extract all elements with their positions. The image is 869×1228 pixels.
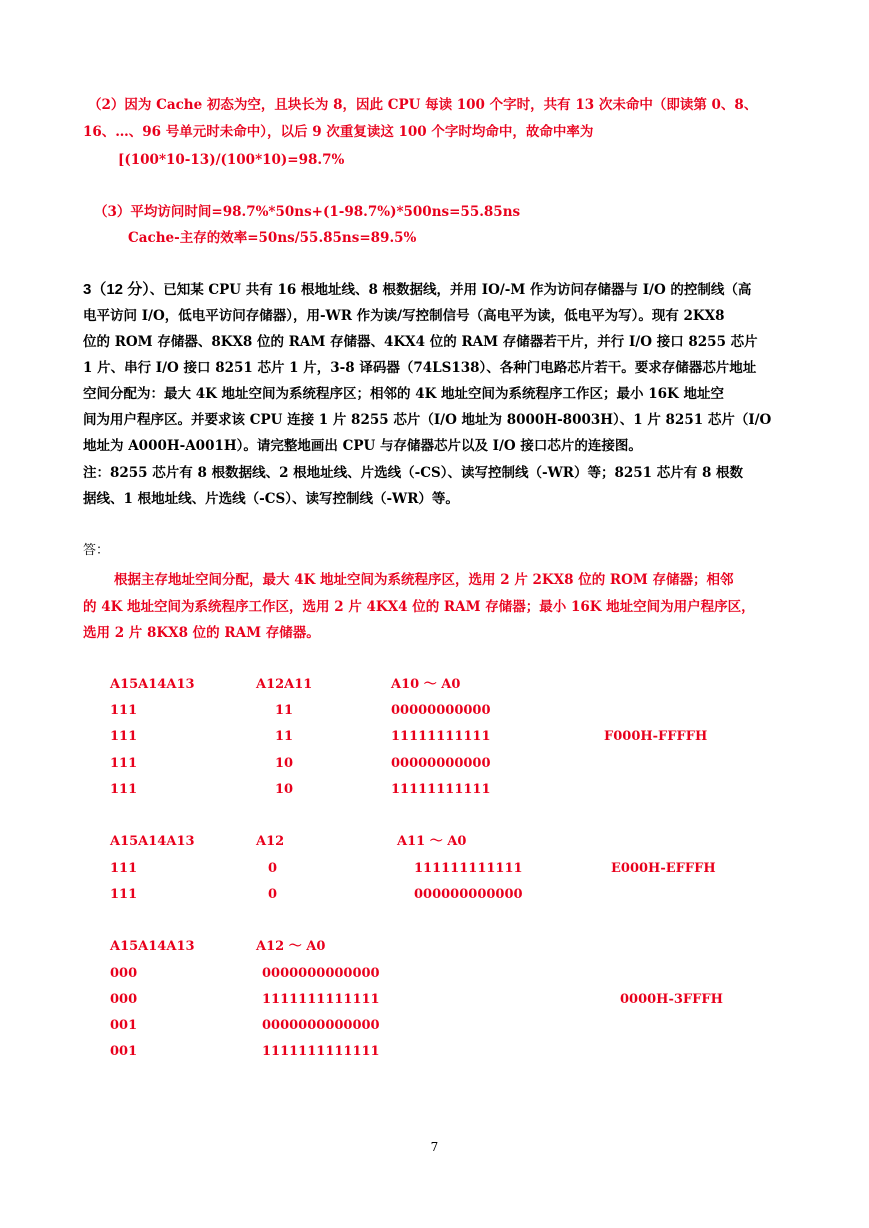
table-cell: 00000000000 <box>391 756 491 771</box>
table-cell: 000000000000 <box>414 887 523 902</box>
answer-label: 答： <box>83 543 110 558</box>
table-cell: 1111111111111 <box>262 1044 380 1059</box>
table-cell: 001 <box>110 1018 138 1033</box>
table3-header-a15-a13: A15A14A13 <box>110 939 195 954</box>
table-cell: 111 <box>110 756 138 771</box>
table3-header-a12-a0: A12 ～ A0 <box>256 939 326 954</box>
question3-line-1: 3（12 分）、已知某 CPU 共有 16 根地址线、8 根数据线，并用 IO/-M 作为访问存储器与 I/O 的控制线（高 <box>83 281 752 298</box>
table2-header-a12: A12 <box>256 834 285 849</box>
table-cell: 11 <box>275 729 294 744</box>
question3-line-2: 电平访问 I/O，低电平访问存储器），用-WR 作为读/写控制信号（高电平为读，低电平为写）。现有 2KX8 <box>83 308 725 324</box>
table-cell: 111 <box>110 703 138 718</box>
part2-line-2: 16、…、96 号单元时未命中），以后 9 次重复读这 100 个字时均命中，故命中率为 <box>83 124 594 140</box>
answer-line-3: 选用 2 片 8KX8 位的 RAM 存储器。 <box>83 625 320 641</box>
table2-header-a11-a0: A11 ～ A0 <box>397 834 467 849</box>
table2-header-a15-a13: A15A14A13 <box>110 834 195 849</box>
part3-line-1: （3）平均访问时间=98.7%*50ns+(1-98.7%)*500ns=55.85ns <box>94 204 521 220</box>
table-cell: 111 <box>110 782 138 797</box>
answer-line-1: 根据主存地址空间分配，最大 4K 地址空间为系统程序区，选用 2 片 2KX8 位的 ROM 存储器；相邻 <box>114 572 734 588</box>
table-cell: 111 <box>110 729 138 744</box>
table-cell: 11 <box>275 703 294 718</box>
table-cell: 0 <box>268 861 278 876</box>
answer-line-2: 的 4K 地址空间为系统程序工作区，选用 2 片 4KX4 位的 RAM 存储器；最小 16K 地址空间为用户程序区， <box>83 599 755 615</box>
page-number: 7 <box>430 1140 439 1154</box>
table-cell: 001 <box>110 1044 138 1059</box>
address-range-user: 0000H-3FFFH <box>620 992 723 1007</box>
question3-line-3: 位的 ROM 存储器、8KX8 位的 RAM 存储器、4KX4 位的 RAM 存储器若干片，并行 I/O 接口 8255 芯片 <box>83 334 758 350</box>
question3-note-line-2: 据线、1 根地址线、片选线（-CS）、读写控制线（-WR）等。 <box>83 491 459 507</box>
table-cell: 11111111111 <box>391 782 491 797</box>
table-cell: 10 <box>275 782 294 797</box>
question3-line-4: 1 片、串行 I/O 接口 8251 芯片 1 片，3-8 译码器（74LS138）、各种门电路芯片若干。要求存储器芯片地址 <box>83 360 757 376</box>
question3-line-5: 空间分配为：最大 4K 地址空间为系统程序区；相邻的 4K 地址空间为系统程序工作区；最小 16K 地址空 <box>83 386 724 402</box>
table-cell: 00000000000 <box>391 703 491 718</box>
question3-line-6: 间为用户程序区。并要求该 CPU 连接 1 片 8255 芯片（I/O 地址为 8000H-8003H）、1 片 8251 芯片（I/O <box>83 412 772 428</box>
part2-line-1: （2）因为 Cache 初态为空，且块长为 8，因此 CPU 每读 100 个字时，共有 13 次未命中（即读第 0、8、 <box>88 97 758 113</box>
table-cell: 000 <box>110 992 138 1007</box>
question3-line-7: 地址为 A000H-A001H）。请完整地画出 CPU 与存储器芯片以及 I/O 接口芯片的连接图。 <box>83 438 642 454</box>
table-cell: 0 <box>268 887 278 902</box>
table-cell: 0000000000000 <box>262 966 380 981</box>
table1-header-a15-a13: A15A14A13 <box>110 677 195 692</box>
table1-header-a12-a11: A12A11 <box>256 677 313 692</box>
part3-line-2: Cache-主存的效率=50ns/55.85ns=89.5% <box>128 230 417 246</box>
table-cell: 111111111111 <box>414 861 523 876</box>
address-range-rom: F000H-FFFFH <box>604 729 708 744</box>
part2-formula: [(100*10-13)/(100*10)=98.7% <box>118 152 345 168</box>
question3-number: 3（12 分） <box>83 281 150 298</box>
table-cell: 111 <box>110 887 138 902</box>
table-cell: 000 <box>110 966 138 981</box>
address-range-ram-work: E000H-EFFFH <box>611 861 716 876</box>
table-cell: 111 <box>110 861 138 876</box>
table-cell: 11111111111 <box>391 729 491 744</box>
table-cell: 10 <box>275 756 294 771</box>
question3-note-line-1: 注：8255 芯片有 8 根数据线、2 根地址线、片选线（-CS）、读写控制线（-WR）等；8251 芯片有 8 根数 <box>83 465 744 481</box>
table1-header-a10-a0: A10 ～ A0 <box>391 677 461 692</box>
table-cell: 1111111111111 <box>262 992 380 1007</box>
table-cell: 0000000000000 <box>262 1018 380 1033</box>
